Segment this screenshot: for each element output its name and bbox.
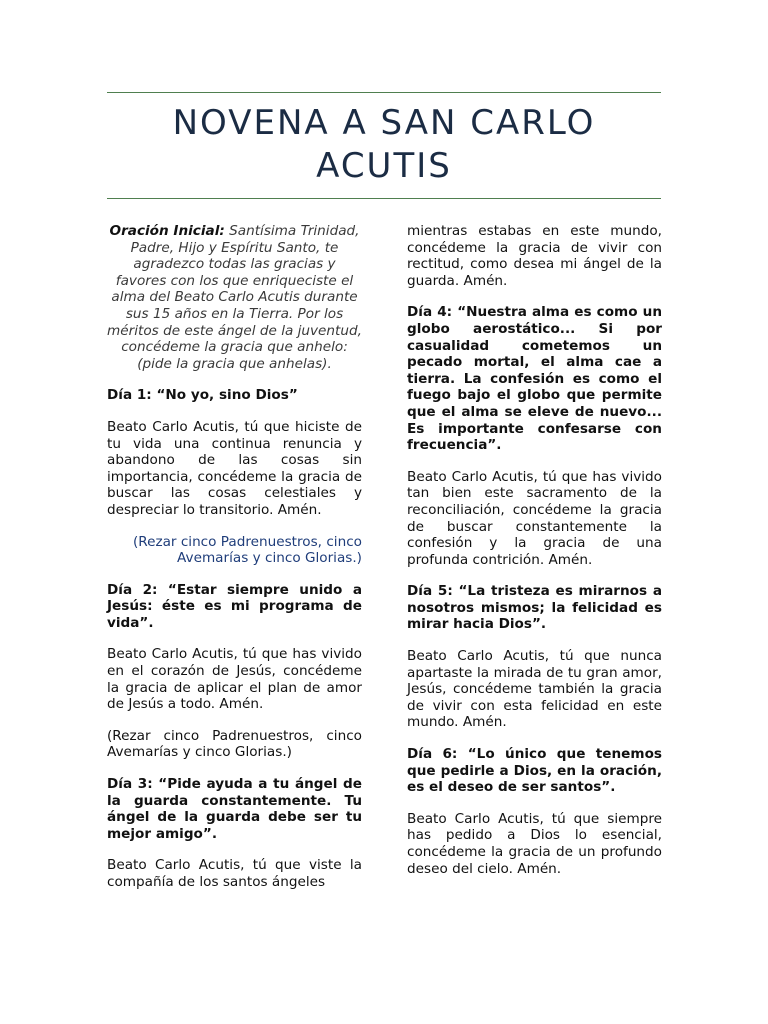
day-1-heading: Día 1: “No yo, sino Dios” (107, 387, 298, 404)
top-divider (107, 92, 661, 93)
bottom-divider (107, 198, 661, 199)
day-4-prayer: Beato Carlo Acutis, tú que has vivido tan bien este sacramento de la reconciliación, concédeme la gracia de buscar constantemente la confesión y la gracia de una profunda contrición. Amén. (407, 468, 662, 568)
right-column (407, 223, 662, 892)
rezar-instruction: (Rezar cinco Padrenuestros, cinco Avemarías y cinco Glorias.) (132, 533, 362, 567)
opening-prayer (107, 223, 362, 372)
opening-prayer-label: Oración Inicial: (109, 223, 225, 239)
day-1-prayer: Beato Carlo Acutis, tú que hiciste de tu vida una continua renuncia y abandono de las cosas sin importancia, concédeme la gracia de buscar las cosas celestiales y despreciar lo transitorio. Amén. (107, 418, 362, 518)
day-2-heading: Día 2: “Estar siempre unido a Jesús: éste es mi programa de vida”. (107, 581, 362, 631)
day-6-heading: Día 6: “Lo único que tenemos que pedirle a Dios, en la oración, es el deseo de ser santos”. (407, 746, 662, 796)
day-3-heading: Día 3: “Pide ayuda a tu ángel de la guarda constantemente. Tu ángel de la guarda debe ser tu mejor amigo”. (107, 776, 362, 842)
day-5-prayer: Beato Carlo Acutis, tú que nunca apartaste la mirada de tu gran amor, Jesús, concédeme también la gracia de vivir con esta felicidad en este mundo. Amén. (407, 648, 662, 731)
left-column (107, 223, 362, 906)
rezar-instruction-2: (Rezar cinco Padrenuestros, cinco Avemarías y cinco Glorias.) (107, 727, 362, 761)
day-3-prayer-start: Beato Carlo Acutis, tú que viste la compañía de los santos ángeles (107, 857, 362, 890)
opening-prayer-text: Santísima Trinidad, Padre, Hijo y Espíritu Santo, te agradezco todas las gracias y favores con los que enriqueciste el alma del Beato Carlo Acutis durante sus 15 años en la Tierra. Por los méritos de este ángel de la juventud, concédeme la gracia que anhelo: (pide la gracia que anhelas). (107, 223, 362, 372)
day-6-prayer: Beato Carlo Acutis, tú que siempre has pedido a Dios lo esencial, concédeme la gracia de un profundo deseo del cielo. Amén. (407, 810, 662, 877)
day-3-prayer-end: mientras estabas en este mundo, concédeme la gracia de vivir con rectitud, como desea mi ángel de la guarda. Amén. (407, 223, 662, 289)
page-title: NOVENA A SAN CARLO ACUTIS (172, 103, 596, 186)
day-5-heading: Día 5: “La tristeza es mirarnos a nosotros mismos; la felicidad es mirar hacia Dios”. (407, 583, 662, 633)
day-2-prayer: Beato Carlo Acutis, tú que has vivido en el corazón de Jesús, concédeme la gracia de aplicar el plan de amor de Jesús a todo. Amén. (107, 646, 362, 713)
day-4-heading: Día 4: “Nuestra alma es como un globo aerostático... Si por casualidad cometemos un pecado mortal, el alma cae a tierra. La confesión es como el fuego bajo el globo que permite que el alma se eleve de nuevo... Es importante confesarse con frecuencia”. (407, 304, 662, 454)
